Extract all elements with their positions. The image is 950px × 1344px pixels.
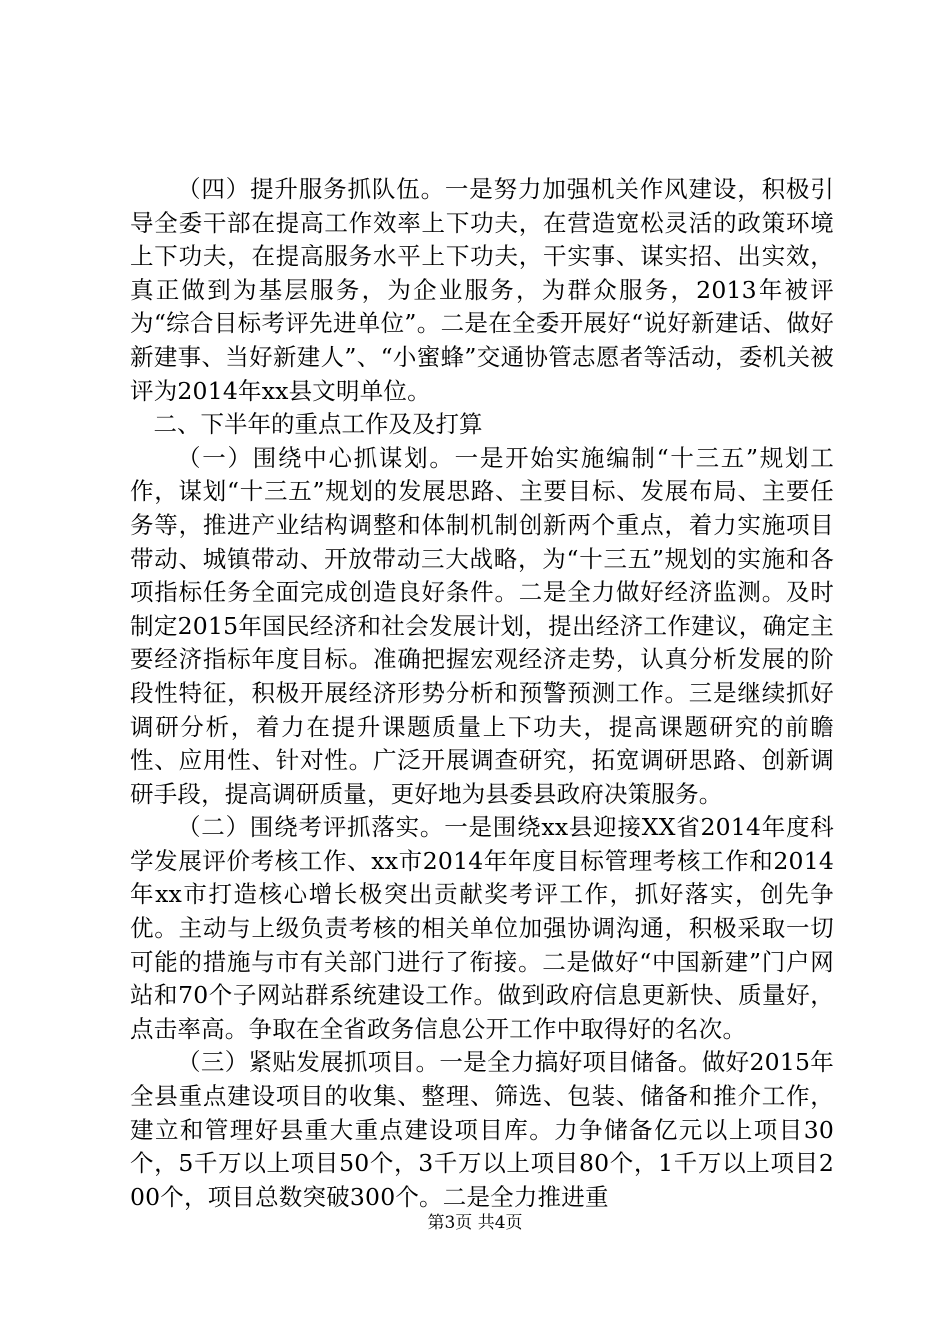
section-heading: 二、下半年的重点工作及及打算 xyxy=(153,410,483,439)
paragraph-plan-2: （二）围绕考评抓落实。一是围绕xx县迎接XX省2014年度科学发展评价考核工作、xx市2014年年度目标管理考核工作和2014年xx市打造核心增长极突出贡献奖考评工作，抓好落实，创先争优。主动与上级负责考核的相关单位加强协调沟通，积极采取一切可能的措施与市有关部门进行了衔接。二是做好“中国新建”门户网站和70个子网站群系统建设工作。做到政府信息更新快、质量好，点击率高。争取在全省政务信息公开工作中取得好的名次。 xyxy=(130,813,834,1043)
paragraph-plan-1: （一）围绕中心抓谋划。一是开始实施编制“十三五”规划工作，谋划“十三五”规划的发展思路、主要目标、发展布局、主要任务等，推进产业结构调整和体制机制创新两个重点，着力实施项目带动、城镇带动、开放带动三大战略，为“十三五”规划的实施和各项指标任务全面完成创造良好条件。二是全力做好经济监测。及时制定2015年国民经济和社会发展计划，提出经济工作建议，确定主要经济指标年度目标。准确把握宏观经济走势，认真分析发展的阶段性特征，积极开展经济形势分析和预警预测工作。三是继续抓好调研分析，着力在提升课题质量上下功夫，提高课题研究的前瞻性、应用性、针对性。广泛开展调查研究，拓宽调研思路、创新调研手段，提高调研质量，更好地为县委县政府决策服务。 xyxy=(130,443,834,808)
paragraph-plan-3: （三）紧贴发展抓项目。一是全力搞好项目储备。做好2015年全县重点建设项目的收集、整理、筛选、包装、储备和推介工作，建立和管理好县重大重点建设项目库。力争储备亿元以上项目30个，5千万以上项目50个，3千万以上项目80个，1千万以上项目200个，项目总数突破300个。二是全力推进重 xyxy=(130,1048,834,1211)
page-number-footer: 第3页 共4页 xyxy=(427,1213,523,1233)
paragraph-section-4: （四）提升服务抓队伍。一是努力加强机关作风建设，积极引导全委干部在提高工作效率上下功夫，在营造宽松灵活的政策环境上下功夫，在提高服务水平上下功夫，干实事、谋实招、出实效，真正做到为基层服务，为企业服务，为群众服务，2013年被评为“综合目标考评先进单位”。二是在全委开展好“说好新建话、做好新建事、当好新建人”、“小蜜蜂”交通协管志愿者等活动，委机关被评为2014年xx县文明单位。 xyxy=(130,175,834,405)
document-body xyxy=(130,173,834,1214)
